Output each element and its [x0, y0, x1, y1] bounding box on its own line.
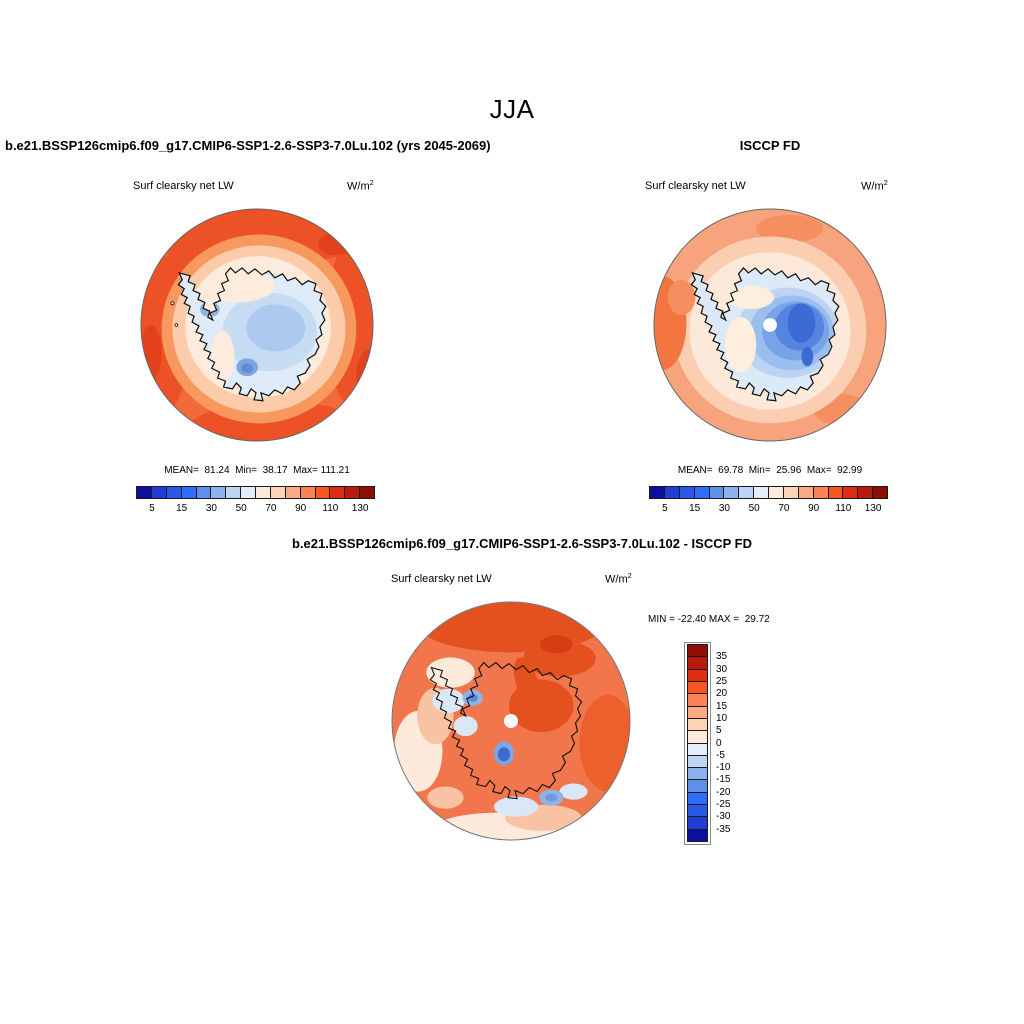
colorbar-cell [315, 486, 331, 499]
colorbar-cell [240, 486, 256, 499]
colorbar-tick-label: 130 [864, 503, 882, 514]
colorbar-cell [723, 486, 739, 499]
diff-colorbar [687, 645, 708, 842]
colorbar-cell [344, 486, 360, 499]
obs-panel-title: ISCCP FD [739, 138, 801, 153]
model-colorbar-ticks [137, 503, 375, 515]
model-map-svg [139, 207, 375, 443]
colorbar-tick-label: 50 [748, 503, 760, 514]
colorbar-tick-label: 90 [295, 503, 307, 514]
diff-map [390, 600, 632, 842]
colorbar-tick-label: 130 [351, 503, 369, 514]
colorbar-cell [664, 486, 680, 499]
colorbar-cell [709, 486, 725, 499]
colorbar-tick-label: 30 [718, 503, 730, 514]
colorbar-cell [828, 486, 844, 499]
diff-units-label [605, 571, 632, 586]
colorbar-tick-label: 15 [716, 700, 728, 712]
colorbar-tick-label: 5 [149, 503, 155, 514]
colorbar-tick-label: 70 [265, 503, 277, 514]
colorbar-cell [687, 718, 708, 731]
colorbar-tick-label: 30 [716, 663, 728, 675]
units-exponent: 2 [627, 571, 632, 580]
figure-title: JJA [489, 94, 535, 124]
colorbar-cell [649, 486, 665, 499]
units-base: W/m [347, 180, 370, 193]
colorbar-cell [255, 486, 271, 499]
colorbar-cell [857, 486, 873, 499]
colorbar-tick-label: 70 [778, 503, 790, 514]
units-exponent: 2 [883, 178, 888, 187]
colorbar-cell [679, 486, 695, 499]
obs-colorbar [650, 486, 888, 499]
obs-stats: MEAN= 69.78 Min= 25.96 Max= 92.99 [677, 465, 863, 476]
colorbar-cell [768, 486, 784, 499]
colorbar-cell [136, 486, 152, 499]
colorbar-cell [798, 486, 814, 499]
colorbar-cell [872, 486, 888, 499]
colorbar-tick-label: -15 [716, 774, 731, 786]
colorbar-tick-label: -35 [716, 823, 731, 835]
colorbar-tick-label: 5 [662, 503, 668, 514]
colorbar-tick-label: 90 [808, 503, 820, 514]
obs-map [652, 207, 888, 443]
colorbar-tick-label: 0 [716, 737, 722, 749]
colorbar-cell [285, 486, 301, 499]
colorbar-cell [687, 706, 708, 719]
colorbar-cell [687, 743, 708, 756]
colorbar-cell [783, 486, 799, 499]
colorbar-tick-label: 110 [835, 503, 852, 514]
colorbar-cell [359, 486, 375, 499]
units-base: W/m [605, 573, 628, 586]
colorbar-cell [687, 804, 708, 817]
colorbar-cell [687, 829, 708, 842]
colorbar-cell [687, 693, 708, 706]
colorbar-cell [738, 486, 754, 499]
colorbar-cell [151, 486, 167, 499]
colorbar-cell [687, 730, 708, 743]
colorbar-tick-label: 20 [716, 688, 728, 700]
model-units-label [347, 178, 374, 193]
colorbar-tick-label: 50 [235, 503, 247, 514]
diff-minmax: MIN = -22.40 MAX = 29.72 [648, 614, 770, 625]
colorbar-tick-label: 5 [716, 725, 722, 737]
colorbar-tick-label: 10 [716, 712, 728, 724]
colorbar-cell [166, 486, 182, 499]
colorbar-cell [687, 779, 708, 792]
colorbar-cell [196, 486, 212, 499]
obs-colorbar-ticks [650, 503, 888, 515]
colorbar-cell [270, 486, 286, 499]
colorbar-cell [694, 486, 710, 499]
obs-field-label: Surf clearsky net LW [645, 180, 746, 192]
colorbar-tick-label: -30 [716, 811, 731, 823]
colorbar-cell [300, 486, 316, 499]
colorbar-cell [687, 681, 708, 694]
model-panel-title: b.e21.BSSP126cmip6.f09_g17.CMIP6-SSP1-2.6-SSP3-7.0Lu.102 (yrs 2045-2069) [5, 138, 491, 153]
units-exponent: 2 [369, 178, 374, 187]
colorbar-cell [329, 486, 345, 499]
colorbar-cell [753, 486, 769, 499]
colorbar-tick-label: -25 [716, 799, 731, 811]
colorbar-cell [210, 486, 226, 499]
colorbar-cell [687, 656, 708, 669]
model-field-label: Surf clearsky net LW [133, 180, 234, 192]
colorbar-tick-label: 30 [205, 503, 217, 514]
colorbar-tick-label: -10 [716, 762, 731, 774]
colorbar-tick-label: 15 [176, 503, 188, 514]
colorbar-cell [225, 486, 241, 499]
colorbar-cell [181, 486, 197, 499]
colorbar-cell [687, 767, 708, 780]
diff-colorbar-ticks [716, 645, 746, 842]
obs-units-label [861, 178, 888, 193]
model-map [139, 207, 375, 443]
colorbar-cell [687, 644, 708, 657]
colorbar-cell [687, 816, 708, 829]
colorbar-tick-label: -20 [716, 786, 731, 798]
model-stats: MEAN= 81.24 Min= 38.17 Max= 111.21 [164, 465, 350, 476]
colorbar-tick-label: 25 [716, 675, 728, 687]
colorbar-tick-label: 15 [689, 503, 701, 514]
colorbar-cell [687, 792, 708, 805]
diff-map-svg [390, 600, 632, 842]
colorbar-tick-label: -5 [716, 749, 725, 761]
diff-field-label: Surf clearsky net LW [391, 573, 492, 585]
colorbar-cell [687, 755, 708, 768]
model-colorbar [137, 486, 375, 499]
colorbar-cell [842, 486, 858, 499]
obs-map-svg [652, 207, 888, 443]
units-base: W/m [861, 180, 884, 193]
diff-panel-title: b.e21.BSSP126cmip6.f09_g17.CMIP6-SSP1-2.6-SSP3-7.0Lu.102 - ISCCP FD [291, 536, 752, 551]
colorbar-cell [687, 669, 708, 682]
colorbar-cell [813, 486, 829, 499]
colorbar-tick-label: 110 [322, 503, 339, 514]
colorbar-tick-label: 35 [716, 651, 728, 663]
